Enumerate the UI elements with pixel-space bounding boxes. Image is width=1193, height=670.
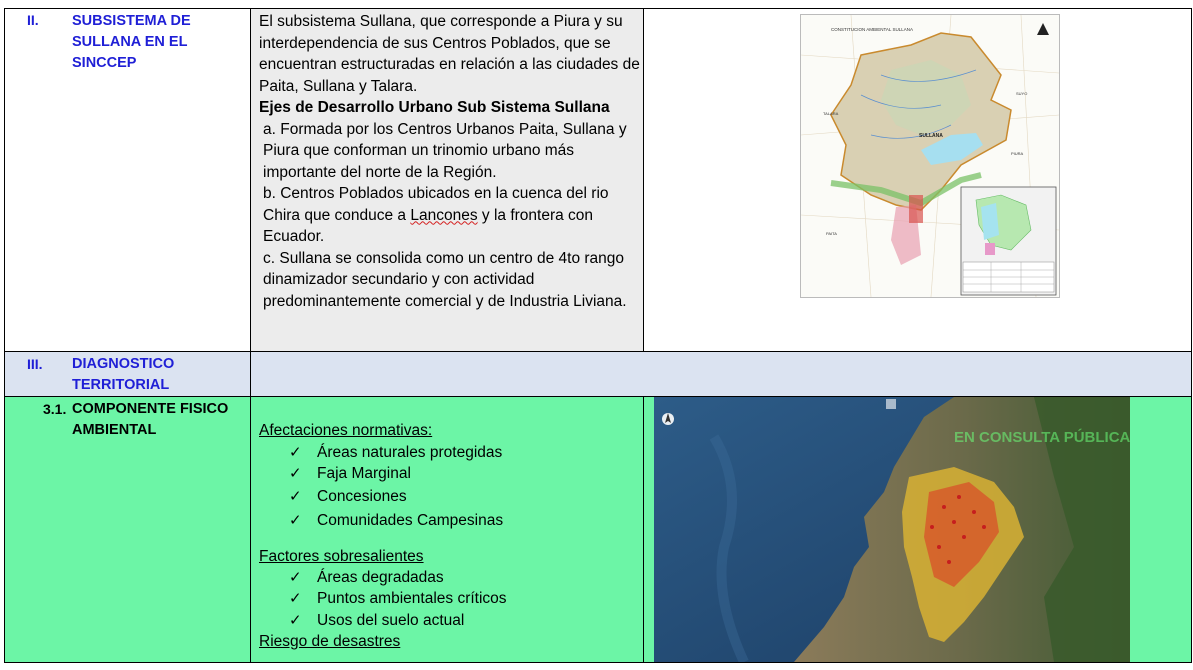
check-icon: ✓ — [289, 569, 302, 586]
map-label-center: SULLANA — [919, 133, 943, 139]
check-icon: ✓ — [289, 612, 302, 629]
factor-label: Puntos ambientales críticos — [317, 590, 507, 607]
map-label-right1: SUYO — [1016, 91, 1028, 96]
factor-label: Áreas degradadas — [317, 569, 444, 586]
row31-image-cell — [643, 396, 1192, 663]
document-table — [4, 8, 1192, 663]
check-icon: ✓ — [289, 444, 302, 461]
factor-item — [289, 567, 444, 589]
afectacion-label: Comunidades Campesinas — [317, 512, 504, 529]
factor-item — [289, 610, 464, 632]
row2-map-cell — [643, 8, 1192, 352]
satellite-map-image — [654, 397, 1130, 662]
riesgo-heading-text: Riesgo de desastres — [259, 633, 401, 650]
afectacion-item — [289, 486, 407, 508]
factor-label: Usos del suelo actual — [317, 612, 465, 629]
afectacion-item — [289, 463, 411, 485]
afectacion-label: Faja Marginal — [317, 465, 411, 482]
axes-item-a: a. Formada por los Centros Urbanos Paita, Sullana y Piura que conforman un trinomio urbano más importante del norte de la Región. — [263, 120, 627, 181]
row2-title: SUBSISTEMA DE SULLANA EN EL SINCCEP — [72, 13, 191, 71]
row2-number: II. — [27, 12, 39, 28]
check-icon: ✓ — [289, 512, 302, 529]
row2-text-cell — [250, 8, 644, 352]
map-label-right2: PIURA — [1011, 151, 1024, 156]
sullana-map-image — [800, 14, 1060, 298]
check-icon: ✓ — [289, 488, 302, 505]
row31-label-cell — [4, 396, 251, 663]
satellite-overlay-text: EN CONSULTA PÚBLICA — [954, 429, 1130, 446]
row2-paragraph: El subsistema Sullana, que corresponde a Piura y su interdependencia de sus Centros Poblados, que se encuentran estructuradas en relación a las ciudades de Paita, Sullana y Talara. — [259, 13, 640, 95]
axes-item-c: c. Sullana se consolida como un centro de 4to rango dinamizador secundario y con actividad predominantemente comercial y de Industria Liviana. — [263, 249, 627, 310]
axes-item-b-post: y la frontera con Ecuador. — [263, 206, 594, 245]
row3-title: DIAGNOSTICO TERRITORIAL — [72, 356, 175, 393]
afectaciones-heading — [259, 420, 432, 442]
row2-text-block — [259, 11, 641, 312]
row31-number: 3.1. — [43, 401, 67, 417]
afectacion-label: Concesiones — [317, 488, 407, 505]
row31-text-cell — [250, 396, 644, 663]
map-label-top: CONSTITUCION AMBIENTAL SULLANA — [831, 27, 914, 32]
row31-title: COMPONENTE FISICO AMBIENTAL — [72, 401, 229, 438]
row3-label-cell — [4, 351, 251, 397]
row3-number: III. — [27, 356, 43, 372]
check-icon: ✓ — [289, 465, 302, 482]
factores-heading — [259, 546, 424, 568]
check-icon: ✓ — [289, 590, 302, 607]
row3-fill-cell — [250, 351, 1192, 397]
riesgo-heading — [259, 631, 400, 653]
map-label-left2: PAITA — [826, 231, 837, 236]
afectacion-item — [289, 510, 503, 532]
factor-item — [289, 588, 507, 610]
map-label-left1: TALARA — [823, 111, 839, 116]
afectacion-item — [289, 442, 502, 464]
factores-heading-text: Factores sobresalientes — [259, 548, 424, 565]
row2-label-cell — [4, 8, 251, 352]
axes-item-b — [259, 183, 641, 248]
afectaciones-heading-text: Afectaciones normativas: — [259, 422, 433, 439]
lancones-word: Lancones — [410, 206, 478, 224]
axes-item-b-pre: b. Centros Poblados ubicados en la cuenca del rio Chira que conduce a — [263, 185, 609, 224]
afectacion-label: Áreas naturales protegidas — [317, 444, 503, 461]
axes-heading: Ejes de Desarrollo Urbano Sub Sistema Sullana — [259, 99, 610, 116]
